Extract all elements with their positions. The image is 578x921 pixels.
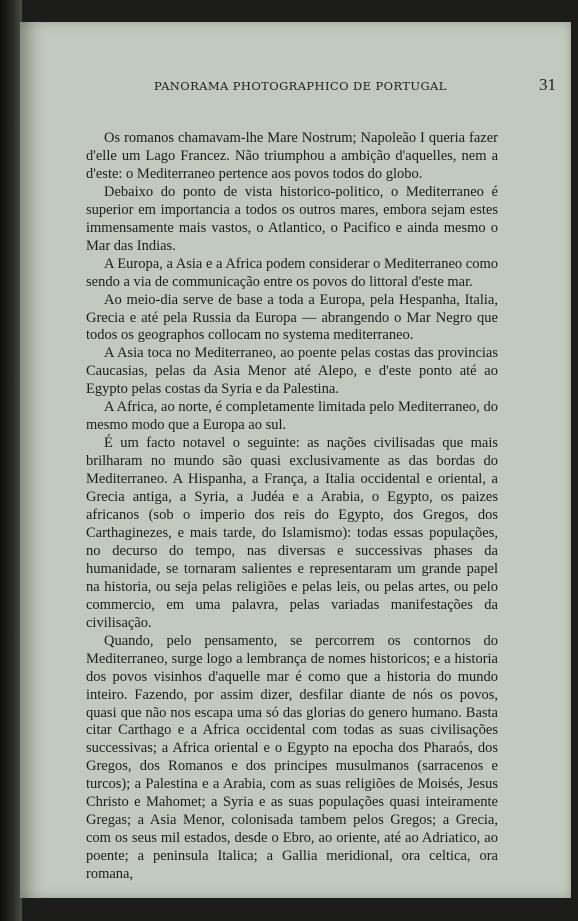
paragraph: É um facto notavel o seguinte: as nações civilisadas que mais brilharam no mundo são quasi exclusivamente as das bordas do Mediterraneo. A Hispanha, a França, a Italia occidental e oriental, a Grecia antiga, a Syria, a Judéa e a Arabia, o Egypto, os paizes africanos (sob o imperio dos reis do Egypto, dos Gregos, dos Carthaginezes, e mais tarde, do Islamismo): todas essas populações, no decurso do tempo, nas diversas e successivas phases da humanidade, se tornaram salientes e representaram um grande papel na historia, ou seja pelas religiões e pelas leis, ou pelas artes, ou pelo commercio, em uma palavra, pelas variadas manifestações da civilisação. bbox=[86, 435, 498, 631]
paragraph: Ao meio-dia serve de base a toda a Europa, pela Hespanha, Italia, Grecia e até pela Russia da Europa — abrangendo o Mar Negro que todos os geographos collocam no systema mediterraneo. bbox=[86, 291, 498, 344]
paragraph: Debaixo do ponto de vista historico-politico, o Mediterraneo é superior em importancia a todos os outros mares, embora sejam estes immensamente mais vastos, o Atlantico, o Pacifico e ainda mesmo o Mar das Indias. bbox=[86, 183, 498, 254]
book-spine-shadow bbox=[0, 0, 22, 921]
running-title: PANORAMA PHOTOGRAPHICO DE PORTUGAL bbox=[154, 79, 447, 93]
page-number: 31 bbox=[539, 75, 556, 94]
body-text bbox=[86, 130, 498, 884]
paragraph: A Europa, a Asia e a Africa podem considerar o Mediterraneo como sendo a via de communicação entre os povos do littoral d'este mar. bbox=[86, 255, 498, 290]
paragraph: A Asia toca no Mediterraneo, ao poente pelas costas das provincias Caucasias, pelas da Asia Menor até Alepo, e d'este ponto até ao Egypto pelas costas da Syria e da Palestina. bbox=[86, 345, 498, 398]
paragraph: Quando, pelo pensamento, se percorrem os contornos do Mediterraneo, surge logo a lembrança de nomes historicos; e a historia dos povos visinhos d'aquelle mar é como que a historia do mundo inteiro. Fazendo, por assim dizer, desfilar diante de nós os povos, quasi que não nos escapa uma só das glorias do genero humano. Basta citar Carthago e a Africa occidental com todas as suas civilisações successivas; a Africa oriental e o Egypto na epocha dos Pharaós, dos Gregos, dos Romanos e dos principes musulmanos (sarracenos e turcos); a Palestina e a Arabia, com as suas religiões de Moisés, Jesus Christo e Mahomet; a Syria e as suas populações quasi inteiramente Gregas; a Asia Menor, colonisada tambem pelos Gregos; a Grecia, com os seus mil estados, desde o Ebro, ao oriente, até ao Adriatico, ao poente; a peninsula Italica; a Gallia meridional, ora celtica, ora romana, bbox=[86, 632, 498, 883]
page-header bbox=[58, 77, 556, 97]
paragraph: A Africa, ao norte, é completamente limitada pelo Mediterraneo, do mesmo modo que a Europa ao sul. bbox=[86, 399, 498, 434]
paragraph: Os romanos chamavam-lhe Mare Nostrum; Napoleão I queria fazer d'elle um Lago Francez. Não triumphou a ambição d'aquelles, nem a d'este: o Mediterraneo pertence aos povos todos do globo. bbox=[86, 130, 498, 182]
